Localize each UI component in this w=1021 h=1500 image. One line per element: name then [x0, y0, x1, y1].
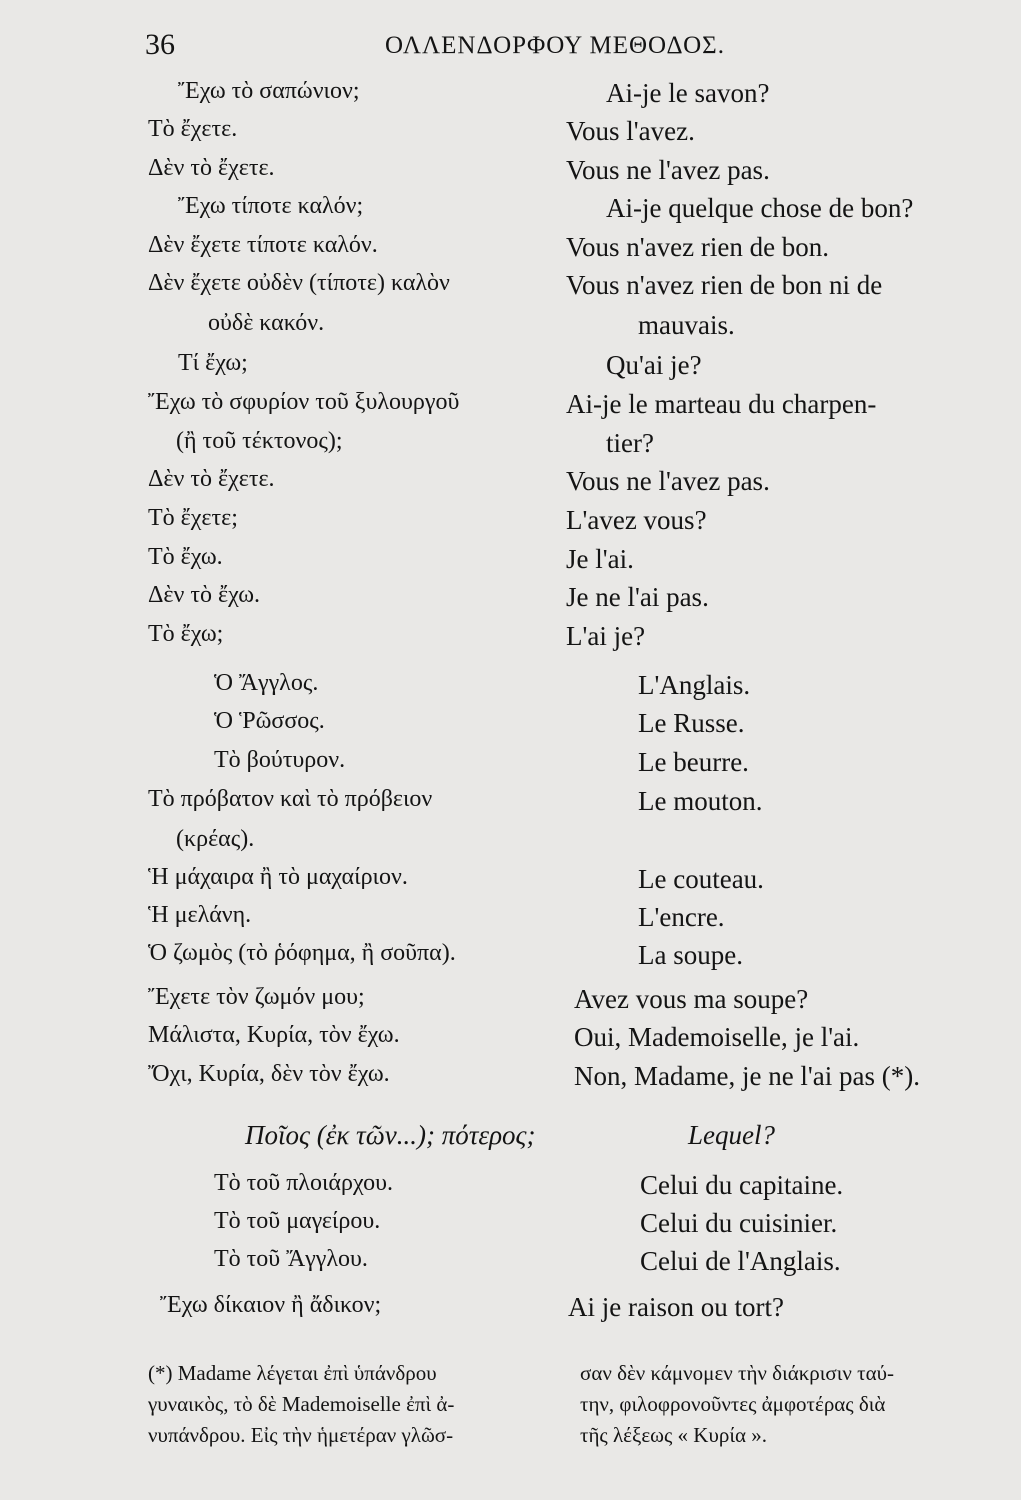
greek-phrase: Τὸ βούτυρον.: [214, 747, 346, 773]
phrase-row: [0, 1022, 1021, 1060]
greek-phrase: Δὲν τὸ ἔχετε.: [148, 466, 275, 492]
french-phrase: Je l'ai.: [566, 544, 634, 574]
french-phrase: Vous ne l'avez pas.: [566, 155, 770, 185]
greek-phrase: Δὲν ἔχετε οὐδὲν (τίποτε) καλὸν: [148, 270, 450, 296]
phrase-row: [0, 544, 1021, 582]
phrase-row: [0, 747, 1021, 785]
footnote-left-column: [148, 1358, 454, 1451]
greek-phrase: (κρέας).: [176, 826, 255, 852]
french-phrase: Ai-je le marteau du charpen-: [566, 389, 877, 419]
french-phrase: L'avez vous?: [566, 505, 707, 535]
page-number: 36: [145, 28, 175, 61]
greek-phrase: Τὸ τοῦ μαγείρου.: [214, 1208, 381, 1234]
greek-phrase: Ὁ Ἄγγλος.: [214, 670, 319, 696]
greek-phrase: Ἔχετε τὸν ζωμόν μου;: [148, 984, 365, 1010]
phrase-row: [0, 1061, 1021, 1099]
phrase-row: [0, 116, 1021, 154]
footnote-line: (*) Madame λέγεται ἐπὶ ὑπάνδρου: [148, 1361, 437, 1385]
greek-phrase: Δὲν τὸ ἔχετε.: [148, 155, 275, 181]
phrase-row: [0, 505, 1021, 543]
greek-phrase: Ἡ μάχαιρα ἢ τὸ μαχαίριον.: [148, 864, 408, 890]
greek-phrase: οὐδὲ κακόν.: [208, 310, 325, 336]
greek-phrase: Ἔχω δίκαιον ἢ ἄδικον;: [160, 1292, 382, 1318]
french-phrase: mauvais.: [638, 310, 735, 340]
greek-phrase: Τὸ ἔχετε;: [148, 505, 238, 531]
phrase-row: [0, 621, 1021, 659]
greek-phrase: Δὲν ἔχετε τίποτε καλόν.: [148, 232, 378, 258]
phrase-row: [0, 826, 1021, 864]
french-phrase: Qu'ai je?: [606, 350, 702, 380]
phrase-row: [0, 466, 1021, 504]
greek-phrase: Τὸ πρόβατον καὶ τὸ πρόβειον: [148, 786, 433, 812]
phrase-row: [0, 708, 1021, 746]
phrase-row: [0, 232, 1021, 270]
french-phrase: Non, Madame, je ne l'ai pas (*).: [574, 1061, 921, 1091]
greek-phrase: Τί ἔχω;: [178, 350, 248, 376]
french-phrase: Le mouton.: [638, 786, 763, 816]
greek-phrase: Τὸ ἔχετε.: [148, 116, 238, 142]
footnote-right-column: [580, 1358, 894, 1451]
phrase-row: [0, 670, 1021, 708]
phrase-row: [0, 1246, 1021, 1284]
phrase-row: [0, 78, 1021, 116]
phrase-row: [0, 902, 1021, 940]
french-phrase: La soupe.: [638, 940, 743, 970]
greek-phrase: Τὸ ἔχω;: [148, 621, 224, 647]
greek-phrase: Ἔχω τὸ σαπώνιον;: [178, 78, 360, 104]
french-phrase: Vous n'avez rien de bon.: [566, 232, 830, 262]
footnote-line: γυναικὸς, τὸ δὲ Mademoiselle ἐπὶ ἀ-: [148, 1392, 455, 1416]
greek-phrase: Ἡ μελάνη.: [148, 902, 252, 928]
french-phrase: Celui de l'Anglais.: [640, 1246, 841, 1276]
phrase-row: [0, 310, 1021, 348]
phrase-row: [0, 270, 1021, 308]
phrase-row: [0, 864, 1021, 902]
greek-phrase: Δὲν τὸ ἔχω.: [148, 582, 261, 608]
french-phrase: Vous l'avez.: [566, 116, 695, 146]
running-title: ΟΛΛΕΝΔΟΡΦΟΥ ΜΕΘΟΔΟΣ.: [385, 32, 725, 59]
greek-phrase: (ἢ τοῦ τέκτονος);: [176, 428, 343, 454]
french-phrase: Ai-je le savon?: [606, 78, 770, 108]
french-phrase: Vous n'avez rien de bon ni de: [566, 270, 883, 300]
french-phrase: L'Anglais.: [638, 670, 751, 700]
greek-phrase: Τὸ τοῦ πλοιάρχου.: [214, 1170, 393, 1196]
phrase-row: [0, 193, 1021, 231]
french-heading: Lequel?: [688, 1120, 775, 1150]
french-phrase: Le couteau.: [638, 864, 764, 894]
greek-phrase: Ὁ ζωμὸς (τὸ ῥόφημα, ἢ σοῦπα).: [148, 940, 456, 966]
french-phrase: Oui, Mademoiselle, je l'ai.: [574, 1022, 860, 1052]
phrase-row: [0, 350, 1021, 388]
phrase-row: [0, 1208, 1021, 1246]
french-phrase: Celui du cuisinier.: [640, 1208, 838, 1238]
phrase-row: [0, 389, 1021, 427]
footnote-line: τῆς λέξεως « Κυρία ».: [580, 1423, 768, 1447]
phrase-row: [0, 155, 1021, 193]
french-phrase: Ai je raison ou tort?: [568, 1292, 784, 1322]
phrase-row: [0, 1170, 1021, 1208]
french-phrase: Je ne l'ai pas.: [566, 582, 709, 612]
greek-phrase: Ἔχω τὸ σφυρίον τοῦ ξυλουργοῦ: [148, 389, 460, 415]
french-phrase: Celui du capitaine.: [640, 1170, 844, 1200]
phrase-row: [0, 582, 1021, 620]
greek-phrase: Τὸ ἔχω.: [148, 544, 223, 570]
phrase-row: [0, 1292, 1021, 1330]
greek-phrase: Ὁ Ῥῶσσος.: [214, 708, 325, 734]
phrase-row: [0, 940, 1021, 978]
french-phrase: L'encre.: [638, 902, 725, 932]
french-phrase: Ai-je quelque chose de bon?: [606, 193, 914, 223]
footnote-line: την, φιλοφρονοῦντες ἀμφοτέρας διὰ: [580, 1392, 886, 1416]
phrase-row: [0, 786, 1021, 824]
footnote-line: νυπάνδρου. Εἰς τὴν ἡμετέραν γλῶσ-: [148, 1423, 454, 1447]
greek-phrase: Ὄχι, Κυρία, δὲν τὸν ἔχω.: [148, 1061, 390, 1087]
section-heading: [0, 1120, 1021, 1160]
footnote-line: σαν δὲν κάμνομεν τὴν διάκρισιν ταύ-: [580, 1361, 894, 1385]
greek-phrase: Ἔχω τίποτε καλόν;: [178, 193, 364, 219]
french-phrase: Le Russe.: [638, 708, 745, 738]
greek-phrase: Τὸ τοῦ Ἄγγλου.: [214, 1246, 368, 1272]
phrase-row: [0, 428, 1021, 466]
french-phrase: Vous ne l'avez pas.: [566, 466, 770, 496]
french-phrase: tier?: [606, 428, 654, 458]
greek-heading: Ποῖος (ἐκ τῶν...); πότερος;: [245, 1120, 536, 1150]
french-phrase: L'ai je?: [566, 621, 646, 651]
french-phrase: Avez vous ma soupe?: [574, 984, 809, 1014]
greek-phrase: Μάλιστα, Κυρία, τὸν ἔχω.: [148, 1022, 400, 1048]
french-phrase: Le beurre.: [638, 747, 749, 777]
page-header: [0, 28, 1021, 68]
phrase-row: [0, 984, 1021, 1022]
